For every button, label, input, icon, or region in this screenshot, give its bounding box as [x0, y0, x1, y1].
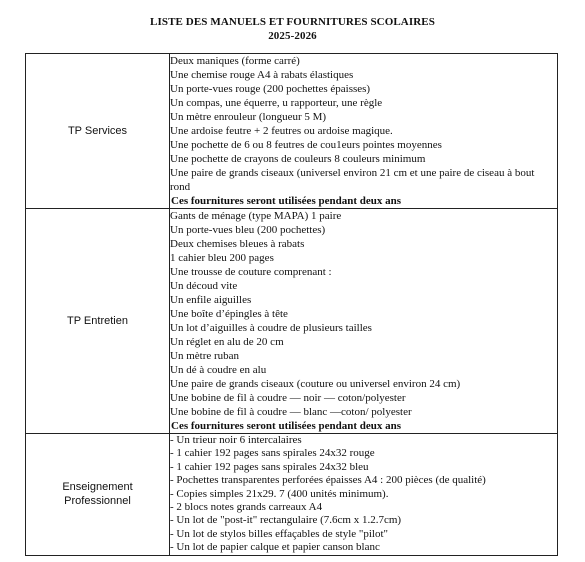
list-item: - Pochettes transparentes perforées épaisses A4 : 200 pièces (de qualité) [170, 474, 486, 487]
section-row-tp-entretien [26, 209, 558, 434]
list-item: Un lot d’aiguilles à coudre de plusieurs tailles [170, 322, 372, 334]
list-item: - Un lot de stylos billes effaçables de style "pilot" [170, 527, 389, 540]
category-cell [26, 209, 170, 434]
category-label: TP Services [67, 125, 128, 137]
category-cell [26, 434, 170, 556]
list-item: Un porte-vues rouge (200 pochettes épaisses) [170, 83, 371, 95]
supplies-table [25, 53, 558, 556]
list-item: Un mètre enrouleur (longueur 5 M) [170, 111, 327, 123]
list-item: Une pochette de crayons de couleurs 8 couleurs minimum [170, 153, 426, 165]
list-item: - Copies simples 21x29. 7 (400 unités minimum). [170, 487, 389, 500]
list-item: Une chemise rouge A4 à rabats élastiques [170, 69, 354, 81]
list-item: Un dé à coudre en alu [170, 364, 267, 376]
items-cell [170, 54, 558, 209]
list-item: Un compas, une équerre, u rapporteur, une règle [170, 97, 383, 109]
list-item: Un découd vite [170, 280, 238, 292]
list-item: Une paire de grands ciseaux (couture ou universel environ 24 cm) [170, 378, 461, 390]
list-item: Deux chemises bleues à rabats [170, 238, 305, 250]
list-item: Une paire de grands ciseaux (universel environ 21 cm et une paire de ciseau à bout rond [170, 167, 535, 193]
school-year: 2025-2026 [268, 30, 317, 42]
category-cell [26, 54, 170, 209]
list-item: - Un lot de papier calque et papier canson blanc [170, 541, 380, 554]
list-item: - 2 blocs notes grands carreaux A4 [170, 501, 323, 514]
list-item: Un réglet en alu de 20 cm [170, 336, 284, 348]
items-cell [170, 434, 558, 556]
section-row-enseignement-professionnel [26, 434, 558, 556]
list-item: Deux maniques (forme carré) [170, 55, 300, 67]
list-item: - Un lot de "post-it" rectangulaire (7.6cm x 1.2.7cm) [170, 514, 402, 527]
section-row-tp-services [26, 54, 558, 209]
list-item: Gants de ménage (type MAPA) 1 paire [170, 210, 342, 222]
list-item: Une trousse de couture comprenant : [170, 266, 332, 278]
section-note: Ces fournitures seront utilisées pendant deux ans [171, 195, 402, 207]
list-item: - 1 cahier 192 pages sans spirales 24x32 bleu [170, 460, 369, 473]
list-item: Un enfile aiguilles [170, 294, 252, 306]
list-item: Une boîte d’épingles à tête [170, 308, 288, 320]
list-item: Un porte-vues bleu (200 pochettes) [170, 224, 326, 236]
section-note: Ces fournitures seront utilisées pendant deux ans [171, 420, 402, 432]
list-item: 1 cahier bleu 200 pages [170, 252, 274, 264]
list-item: - 1 cahier 192 pages sans spirales 24x32 rouge [170, 447, 375, 460]
category-label: TP Entretien [67, 315, 128, 327]
list-item: Une pochette de 6 ou 8 feutres de cou1eurs pointes moyennes [170, 139, 442, 151]
list-item: - Un trieur noir 6 intercalaires [170, 434, 302, 446]
category-label: Enseignement Professionnel [62, 481, 133, 508]
list-item: Une ardoise feutre + 2 feutres ou ardoise magique. [170, 125, 393, 137]
list-item: Une bobine de fil à coudre — blanc —coton/ polyester [170, 406, 412, 418]
items-cell [170, 209, 558, 434]
list-item: Un mètre ruban [170, 350, 240, 362]
document-title: LISTE DES MANUELS ET FOURNITURES SCOLAIRES [150, 16, 435, 28]
list-item: Une bobine de fil à coudre — noir — coton/polyester [170, 392, 406, 404]
